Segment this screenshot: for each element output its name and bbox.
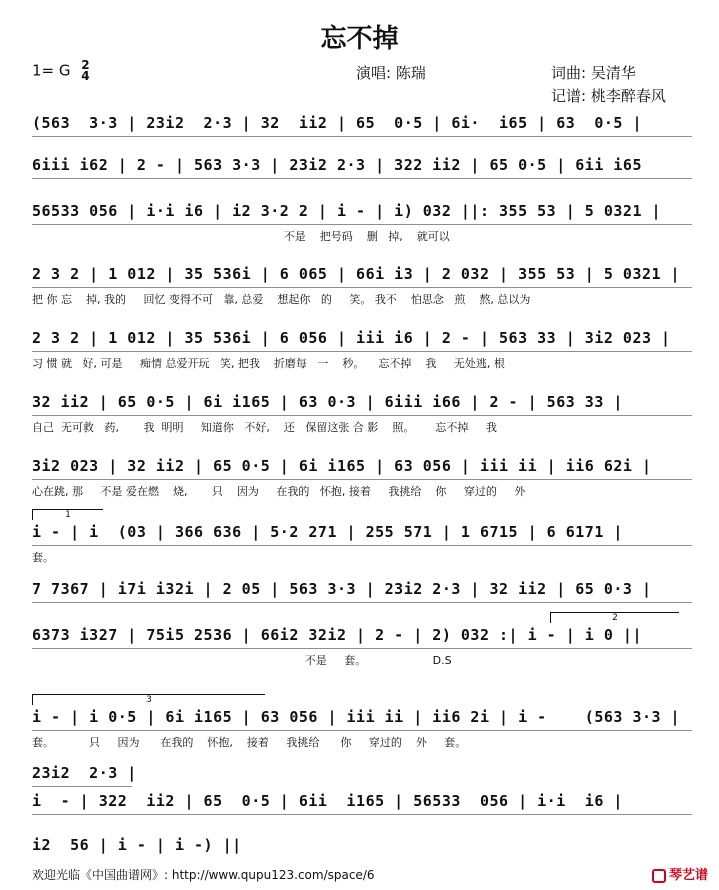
notation-line: (563 3·3 | 23i2 2·3 | 32 ii2 | 65 0·5 | 6i· i65 | 63 0·5 |: [32, 114, 642, 132]
notation-line: 7 7367 | i7i i32i | 2 05 | 563 3·3 | 23i2 2·3 | 32 ii2 | 65 0·3 |: [32, 580, 652, 598]
beam-line: [32, 349, 692, 352]
beam-line: [32, 134, 692, 137]
beam-line: [32, 285, 692, 288]
lyrics-line: [32, 182, 692, 198]
lyrics-line: [32, 140, 692, 156]
beam-line: [32, 646, 692, 649]
logo-mark-icon: [652, 869, 666, 883]
volta-bracket: 3: [32, 694, 265, 705]
notation-line: 3i2 023 | 32 ii2 | 65 0·5 | 6i i165 | 63 056 | iii ii | ii6 62i |: [32, 457, 652, 475]
lyrics-line: 套。: [32, 551, 54, 564]
notation-line: 23i2 2·3 |: [32, 764, 137, 782]
beam-line: [32, 543, 692, 546]
beam-line: [32, 413, 692, 416]
notation-line: i2 56 | i - | i -) ||: [32, 836, 242, 854]
volta-bracket: 2: [550, 612, 679, 623]
key-signature: [32, 60, 90, 82]
lyrics-line: 心在跳, 那 不是 爱在燃 烧, 只 因为 在我的 怀抱, 接着 我挑给 你 穿过的 外: [32, 485, 526, 498]
lyrics-line: [32, 818, 692, 834]
beam-line: [32, 477, 692, 480]
site-footer: 欢迎光临《中国曲谱网》: http://www.qupu123.com/space/6: [32, 868, 375, 882]
time-signature-bottom: 4: [81, 69, 90, 83]
beam-line: [32, 600, 692, 603]
time-signature: [81, 60, 89, 82]
notation-line: i - | 322 ii2 | 65 0·5 | 6ii i165 | 56533 056 | i·i i6 |: [32, 792, 623, 810]
lyrics-line: 不是 套。 D.S: [32, 654, 452, 667]
beam-line: [32, 728, 692, 731]
notation-line: 2 3 2 | 1 012 | 35 536i | 6 065 | 66i i3 | 2 032 | 355 53 | 5 0321 |: [32, 265, 681, 283]
singer-credit: 演唱: 陈瑞: [356, 64, 426, 82]
beam-line: [32, 176, 692, 179]
beam-line: [32, 784, 132, 787]
lyrics-line: 自己 无可救 药, 我 明明 知道你 不好, 还 保留这张 合 影 照。 忘不掉 我: [32, 421, 497, 434]
site-logo: [652, 864, 708, 883]
lyrics-line: 套。 只 因为 在我的 怀抱, 接着 我挑给 你 穿过的 外 套。: [32, 736, 467, 749]
notation-line: 6iii i62 | 2 - | 563 3·3 | 23i2 2·3 | 322 ii2 | 65 0·5 | 6ii i65: [32, 156, 642, 174]
lyrics-line: 把 你 忘 掉, 我的 回忆 变得不可 靠, 总爱 想起你 的 笑。 我不 怕思念 煎 熬, 总以为: [32, 293, 531, 306]
notation-line: 6373 i327 | 75i5 2536 | 66i2 32i2 | 2 - | 2) 032 :| i - | i 0 ||: [32, 626, 642, 644]
notation-line: i - | i 0·5 | 6i i165 | 63 056 | iii ii | ii6 2i | i - (563 3·3 |: [32, 708, 681, 726]
beam-line: [32, 222, 692, 225]
key-label: 1= G: [32, 61, 71, 80]
song-title: 忘不掉: [320, 24, 399, 54]
logo-text: 琴艺谱: [669, 868, 709, 883]
transcriber-credit: 记谱: 桃李醉春风: [551, 87, 666, 105]
composer-credit: 词曲: 吴清华: [551, 64, 636, 82]
notation-line: 2 3 2 | 1 012 | 35 536i | 6 056 | iii i6 | 2 - | 563 33 | 3i2 023 |: [32, 329, 671, 347]
beam-line: [32, 812, 692, 815]
lyrics-line: 习 惯 就 好, 可是 痴情 总爱开玩 笑, 把我 折磨每 一 秒。 忘不掉 我 无处逃, 根: [32, 357, 505, 370]
notation-line: i - | i (03 | 366 636 | 5·2 271 | 255 571 | 1 6715 | 6 6171 |: [32, 523, 623, 541]
lyrics-line: 不是 把号码 删 掉, 就可以: [32, 230, 450, 243]
notation-line: 32 ii2 | 65 0·5 | 6i i165 | 63 0·3 | 6iii i66 | 2 - | 563 33 |: [32, 393, 623, 411]
notation-line: 56533 056 | i·i i6 | i2 3·2 2 | i - | i) 032 ||: 355 53 | 5 0321 |: [32, 202, 662, 220]
time-signature-top: 2: [81, 58, 90, 72]
volta-bracket: 1: [32, 509, 103, 520]
